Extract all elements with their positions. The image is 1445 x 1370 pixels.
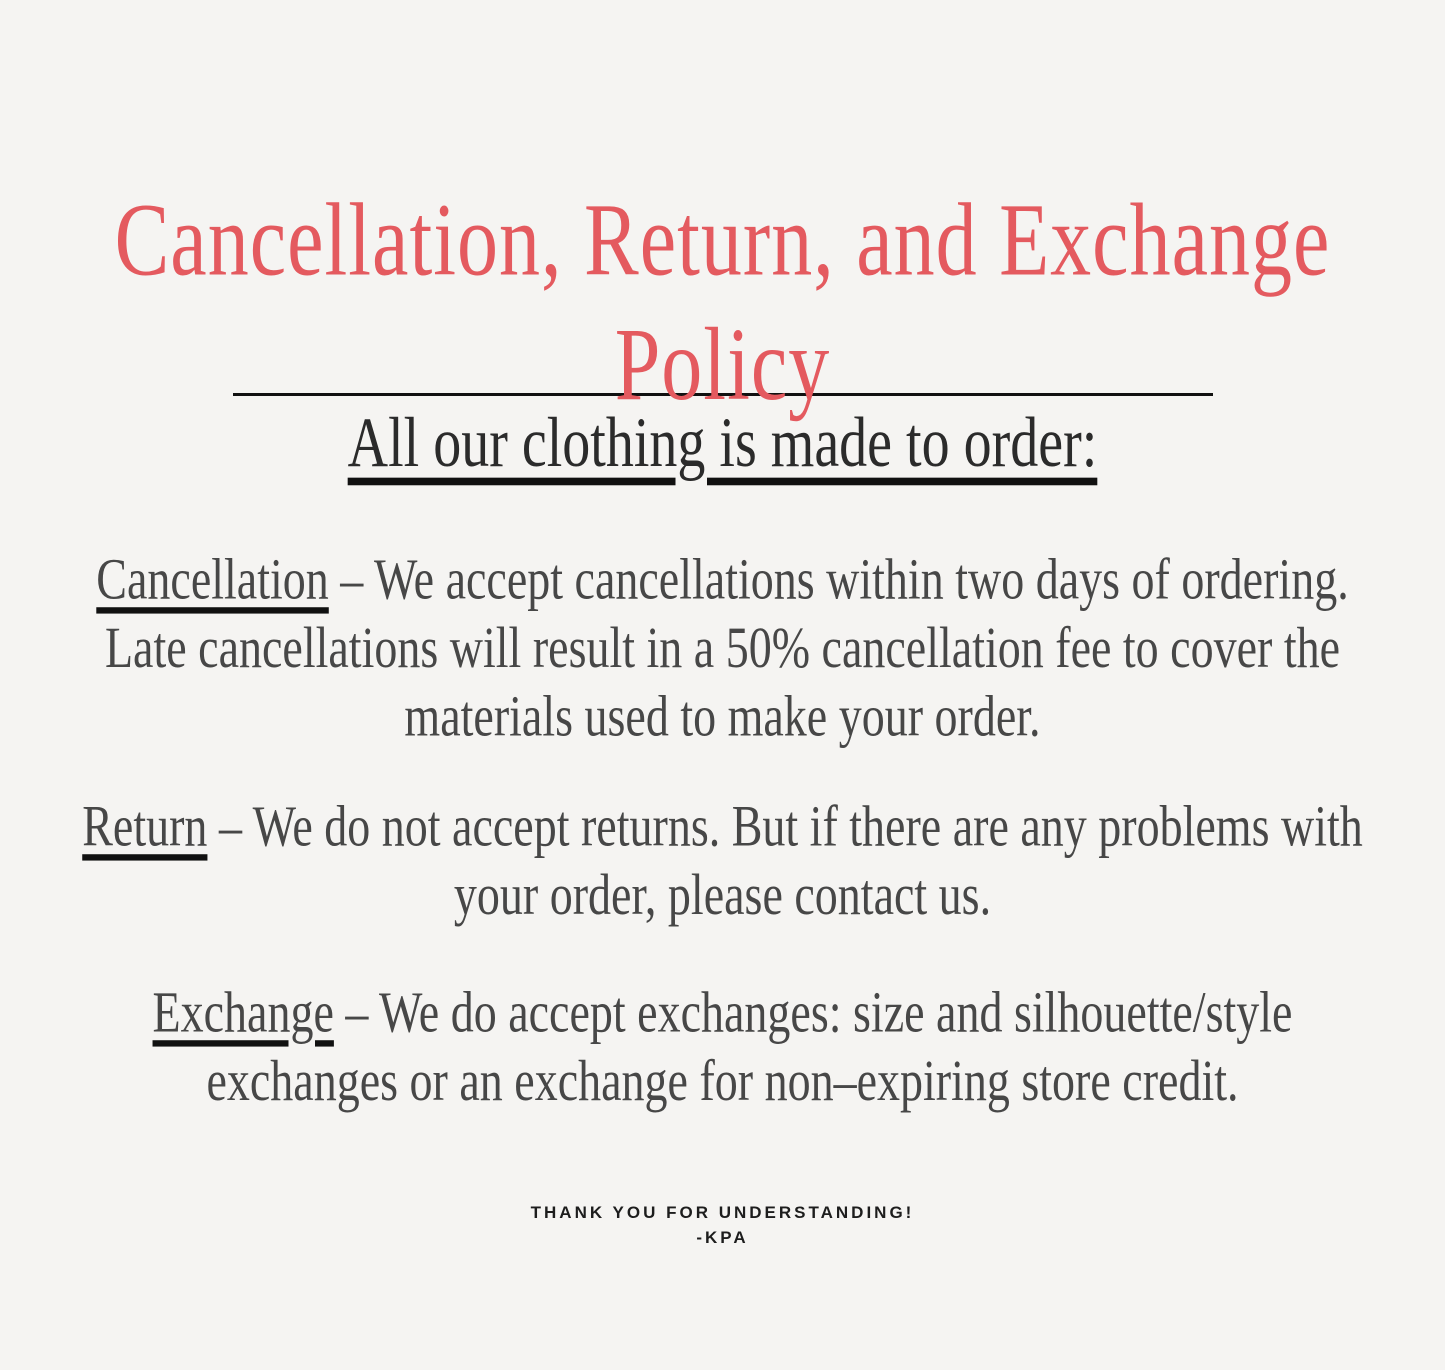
footer [0,1200,1445,1250]
page-title [0,0,1445,427]
policy-section-exchange [58,978,1388,1115]
policy-section-return [58,792,1388,929]
cancellation-body: – We accept cancellations within two days of ordering. Late cancellations will result in a 50% cancellation fee to cover the materials used to make your order. [104,546,1349,749]
policy-section-cancellation [58,545,1388,751]
title-line-1: Cancellation, Return, and Exchange [114,181,1331,298]
return-term: Return [82,793,208,859]
exchange-term: Exchange [152,979,334,1045]
footer-thanks: THANK YOU FOR UNDERSTANDING! [530,1203,915,1222]
title-line-2: Policy [614,306,831,422]
exchange-body: – We do accept exchanges: size and silhouette/style exchanges or an exchange for non–expiring store credit. [206,979,1293,1113]
footer-signature: -KPA [696,1228,749,1247]
subtitle-text: All our clothing is made to order: [347,404,1098,483]
return-body: – We do not accept returns. But if there are any problems with your order, please contact us. [207,793,1363,927]
cancellation-term: Cancellation [96,546,329,612]
subtitle [0,404,1445,483]
